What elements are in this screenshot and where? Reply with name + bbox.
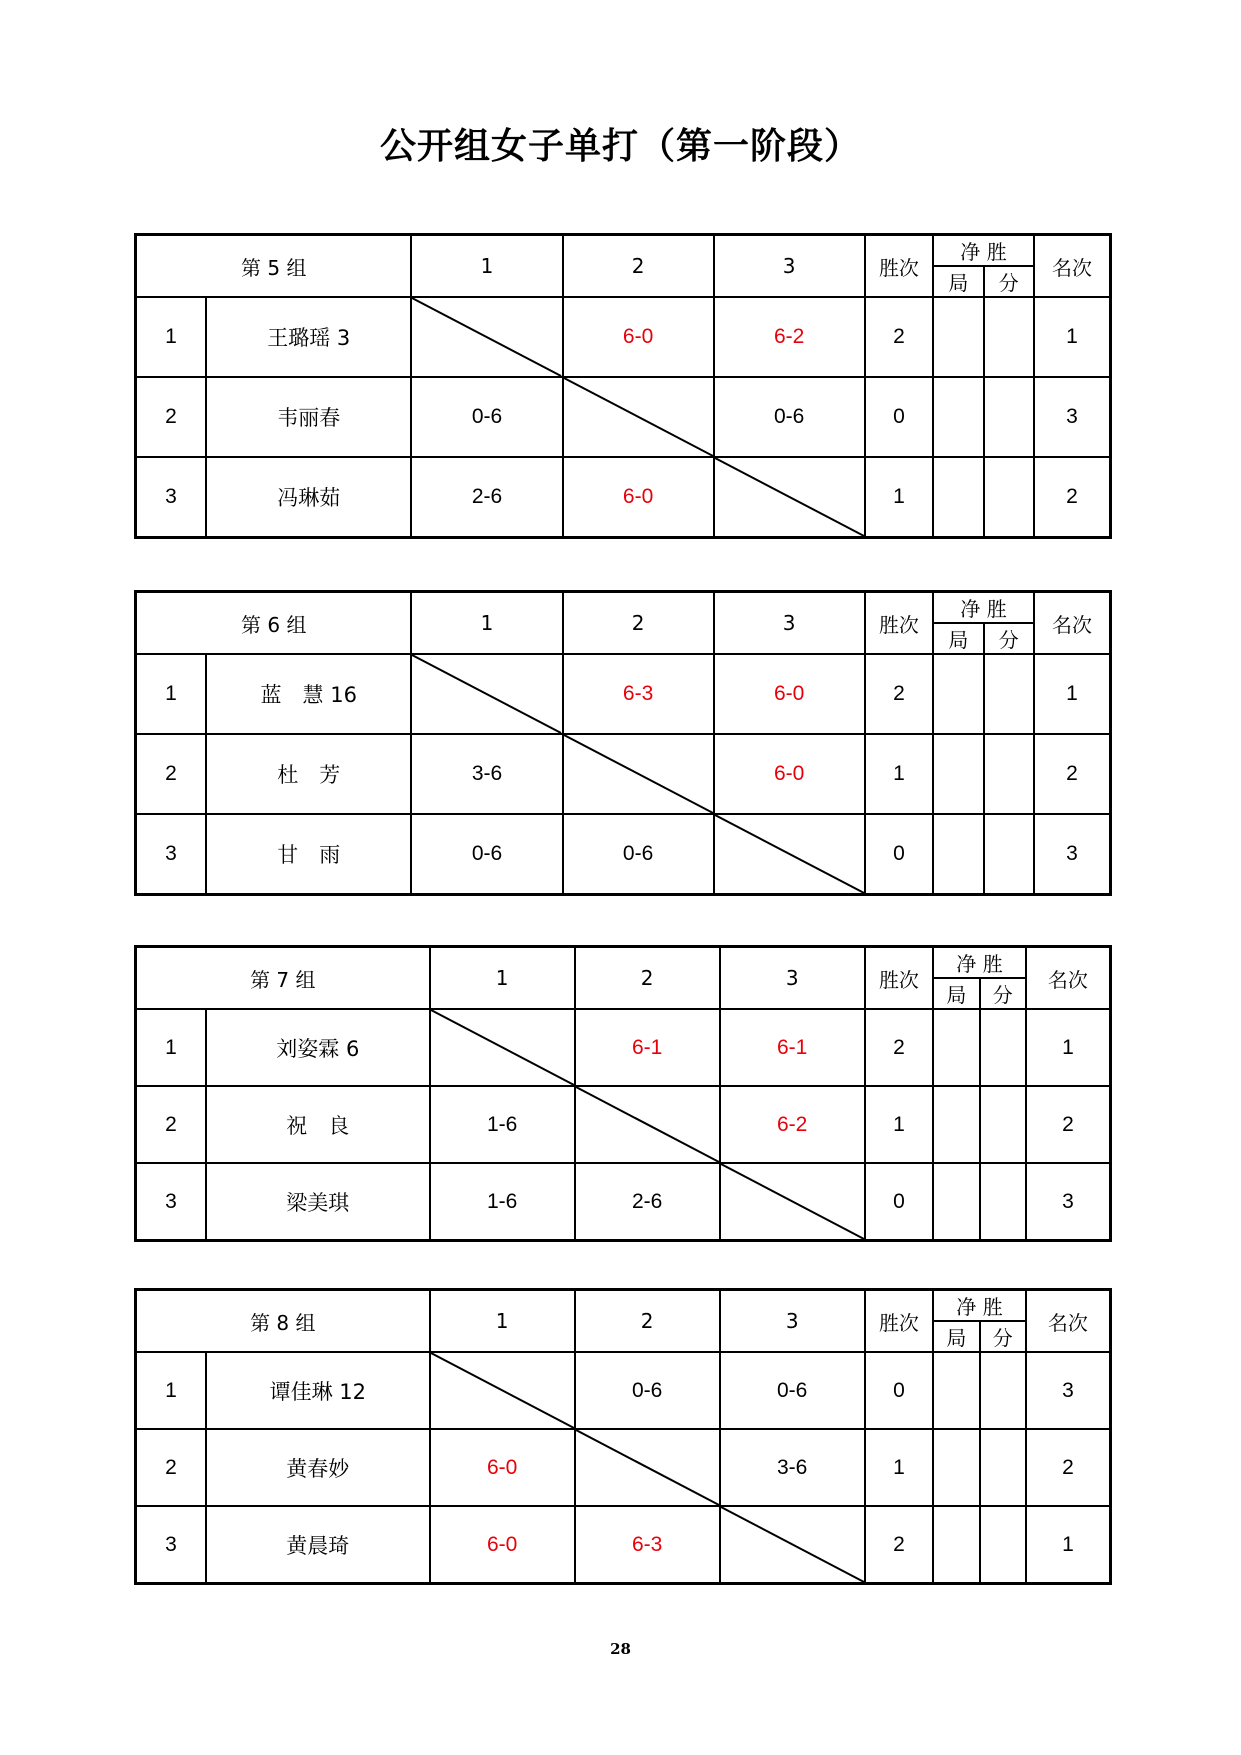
wins-count: 1 [865,1086,933,1163]
row-seq: 1 [136,1009,207,1086]
diagonal-line [576,1430,719,1505]
header-col-2: 2 [575,947,720,1010]
header-ju: 局 [933,1321,979,1352]
wins-count: 0 [865,814,933,895]
rank-value: 2 [1026,1086,1111,1163]
header-wins: 胜次 [865,947,933,1010]
net-ju [933,377,983,457]
rank-value: 3 [1034,377,1111,457]
row-seq: 3 [136,457,207,538]
match-score: 6-2 [720,1086,865,1163]
group-name: 第 7 组 [136,947,430,1010]
diagonal-cell [575,1086,720,1163]
header-net: 净 胜 [933,1290,1026,1322]
diagonal-cell [714,457,865,538]
wins-count: 2 [865,1009,933,1086]
header-net: 净 胜 [933,235,1034,267]
header-col-3: 3 [714,592,865,655]
diagonal-line [431,1353,574,1428]
player-name: 甘 雨 [206,814,411,895]
header-ju: 局 [933,623,983,654]
header-wins: 胜次 [865,1290,933,1353]
wins-count: 0 [865,377,933,457]
diagonal-cell [563,377,714,457]
header-col-3: 3 [720,1290,865,1353]
group-table [134,1288,1112,1585]
net-fen [984,377,1034,457]
rank-value: 1 [1026,1506,1111,1584]
player-name: 祝 良 [206,1086,430,1163]
net-ju [933,814,983,895]
diagonal-line [412,655,561,733]
net-fen [984,814,1034,895]
rank-value: 2 [1034,734,1111,814]
group-name: 第 5 组 [136,235,412,298]
net-fen [984,734,1034,814]
player-name: 韦丽春 [206,377,411,457]
net-ju [933,1163,979,1241]
row-seq: 3 [136,1163,207,1241]
diagonal-cell [720,1506,865,1584]
header-net: 净 胜 [933,592,1034,624]
row-seq: 2 [136,1429,207,1506]
diagonal-cell [563,734,714,814]
match-score: 0-6 [714,377,865,457]
header-ju: 局 [933,266,983,297]
table-row [136,1009,1111,1086]
table-row [136,1163,1111,1241]
wins-count: 1 [865,1429,933,1506]
page-number: 28 [610,1640,631,1658]
net-ju [933,1506,979,1584]
match-score: 1-6 [430,1163,575,1241]
table-row [136,377,1111,457]
header-fen: 分 [980,978,1026,1009]
group-name: 第 8 组 [136,1290,430,1353]
match-score: 6-0 [563,457,714,538]
header-rank: 名次 [1034,592,1111,655]
diagonal-line [431,1010,574,1085]
row-seq: 1 [136,654,207,734]
diagonal-cell [411,297,562,377]
row-seq: 3 [136,1506,207,1584]
match-score: 6-1 [720,1009,865,1086]
header-col-1: 1 [430,1290,575,1353]
net-ju [933,1009,979,1086]
player-name: 黄晨琦 [206,1506,430,1584]
match-score: 6-3 [563,654,714,734]
table-row [136,297,1111,377]
header-net: 净 胜 [933,947,1026,979]
header-wins: 胜次 [865,592,933,655]
wins-count: 2 [865,1506,933,1584]
rank-value: 1 [1034,297,1111,377]
player-name: 王璐瑶 3 [206,297,411,377]
wins-count: 0 [865,1163,933,1241]
player-name: 刘姿霖 6 [206,1009,430,1086]
net-fen [980,1086,1026,1163]
diagonal-cell [714,814,865,895]
header-col-1: 1 [430,947,575,1010]
header-rank: 名次 [1026,1290,1111,1353]
diagonal-line [564,378,713,456]
rank-value: 3 [1026,1352,1111,1429]
table-row [136,1086,1111,1163]
header-ju: 局 [933,978,979,1009]
rank-value: 1 [1026,1009,1111,1086]
net-ju [933,1429,979,1506]
header-rank: 名次 [1026,947,1111,1010]
table-row [136,734,1111,814]
header-wins: 胜次 [865,235,933,298]
group-table [134,590,1112,896]
rank-value: 1 [1034,654,1111,734]
row-seq: 2 [136,734,207,814]
diagonal-line [576,1087,719,1162]
diagonal-line [721,1164,864,1239]
table-row [136,654,1111,734]
wins-count: 0 [865,1352,933,1429]
row-seq: 3 [136,814,207,895]
rank-value: 3 [1034,814,1111,895]
diagonal-line [412,298,561,376]
net-fen [980,1352,1026,1429]
match-score: 0-6 [411,377,562,457]
header-col-3: 3 [714,235,865,298]
match-score: 2-6 [411,457,562,538]
diagonal-cell [411,654,562,734]
diagonal-line [564,735,713,813]
match-score: 6-0 [430,1429,575,1506]
match-score: 6-3 [575,1506,720,1584]
wins-count: 2 [865,297,933,377]
rank-value: 3 [1026,1163,1111,1241]
net-fen [984,297,1034,377]
player-name: 冯琳茹 [206,457,411,538]
diagonal-line [715,815,864,893]
group-table [134,233,1112,539]
match-score: 6-0 [714,654,865,734]
match-score: 6-0 [714,734,865,814]
net-ju [933,1086,979,1163]
row-seq: 1 [136,1352,207,1429]
table-row [136,457,1111,538]
wins-count: 2 [865,654,933,734]
wins-count: 1 [865,734,933,814]
header-col-2: 2 [563,235,714,298]
header-fen: 分 [984,623,1034,654]
match-score: 0-6 [563,814,714,895]
diagonal-cell [430,1009,575,1086]
match-score: 1-6 [430,1086,575,1163]
header-fen: 分 [984,266,1034,297]
match-score: 3-6 [411,734,562,814]
header-col-1: 1 [411,592,562,655]
net-fen [980,1429,1026,1506]
diagonal-cell [575,1429,720,1506]
header-col-3: 3 [720,947,865,1010]
table-row [136,814,1111,895]
net-ju [933,457,983,538]
player-name: 梁美琪 [206,1163,430,1241]
header-fen: 分 [980,1321,1026,1352]
row-seq: 2 [136,1086,207,1163]
match-score: 0-6 [575,1352,720,1429]
diagonal-cell [720,1163,865,1241]
rank-value: 2 [1026,1429,1111,1506]
header-col-2: 2 [563,592,714,655]
player-name: 蓝 慧 16 [206,654,411,734]
net-fen [980,1506,1026,1584]
player-name: 谭佳琳 12 [206,1352,430,1429]
match-score: 6-0 [563,297,714,377]
match-score: 6-2 [714,297,865,377]
match-score: 0-6 [411,814,562,895]
net-fen [980,1009,1026,1086]
match-score: 6-0 [430,1506,575,1584]
row-seq: 2 [136,377,207,457]
match-score: 0-6 [720,1352,865,1429]
player-name: 杜 芳 [206,734,411,814]
table-row [136,1506,1111,1584]
match-score: 2-6 [575,1163,720,1241]
header-col-2: 2 [575,1290,720,1353]
group-table [134,945,1112,1242]
match-score: 6-1 [575,1009,720,1086]
wins-count: 1 [865,457,933,538]
match-score: 3-6 [720,1429,865,1506]
diagonal-line [721,1507,864,1582]
rank-value: 2 [1034,457,1111,538]
table-row [136,1352,1111,1429]
net-ju [933,1352,979,1429]
header-col-1: 1 [411,235,562,298]
net-ju [933,734,983,814]
net-ju [933,654,983,734]
net-fen [980,1163,1026,1241]
player-name: 黄春妙 [206,1429,430,1506]
diagonal-cell [430,1352,575,1429]
header-rank: 名次 [1034,235,1111,298]
net-ju [933,297,983,377]
page-title: 公开组女子单打（第一阶段） [379,126,861,167]
group-name: 第 6 组 [136,592,412,655]
row-seq: 1 [136,297,207,377]
net-fen [984,457,1034,538]
net-fen [984,654,1034,734]
table-row [136,1429,1111,1506]
diagonal-line [715,458,864,536]
